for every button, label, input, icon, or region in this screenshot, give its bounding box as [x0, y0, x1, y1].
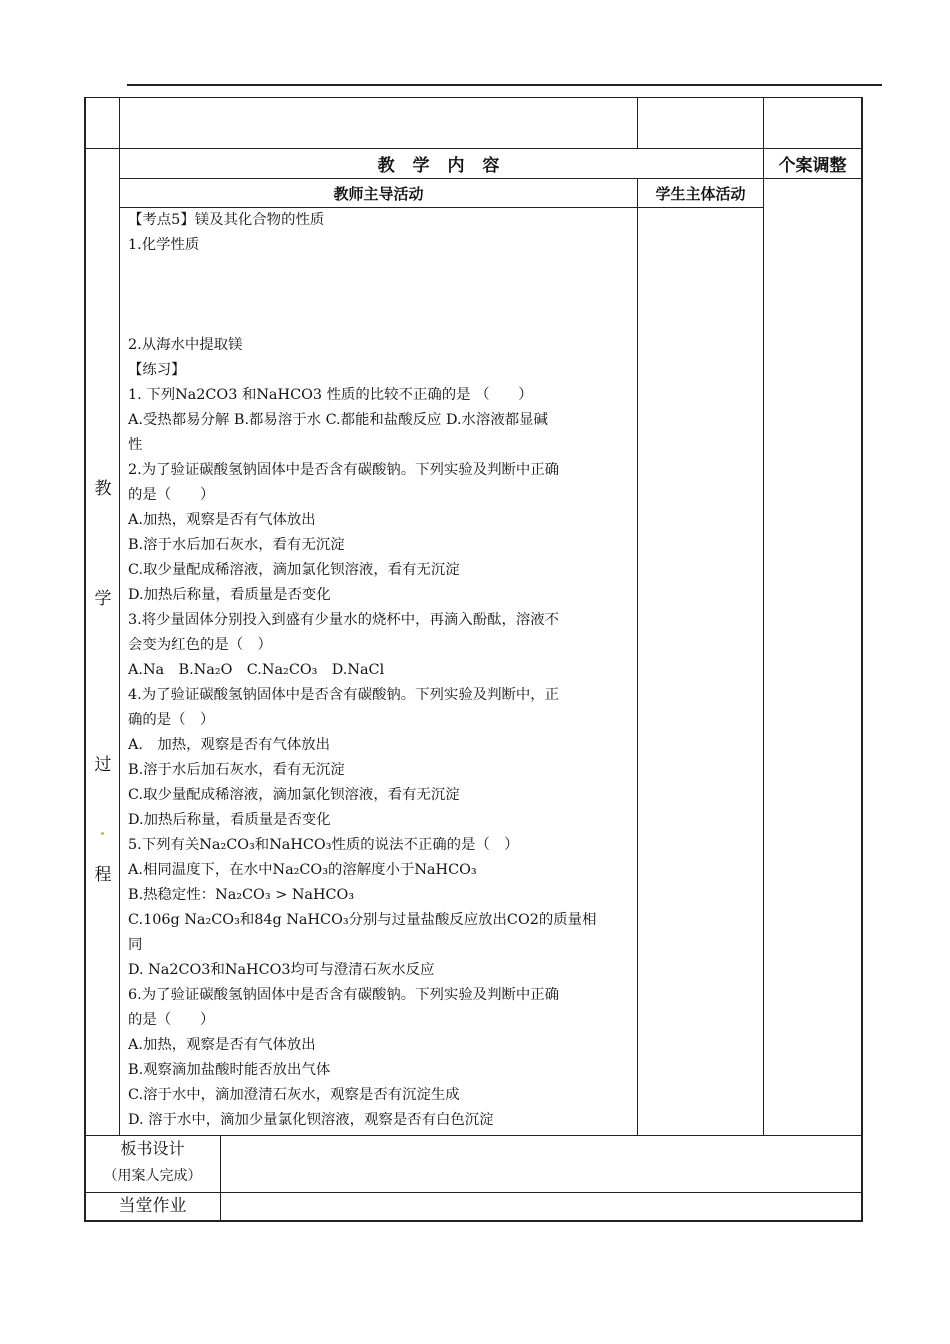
content-line: 【练习】	[128, 362, 186, 378]
content-line: 4.为了验证碳酸氢钠固体中是否含有碳酸钠。下列实验及判断中，正	[128, 687, 560, 703]
content-line: 的是（ ）	[128, 487, 215, 503]
content-line: C.溶于水中，滴加澄清石灰水，观察是否有沉淀生成	[128, 1087, 460, 1103]
content-line: A.Na B.Na₂O C.Na₂CO₃ D.NaCl	[128, 662, 385, 678]
content-line: 性	[128, 437, 143, 453]
process-label-cell	[84, 148, 120, 1136]
content-line: D. 溶于水中，滴加少量氯化钡溶液，观察是否有白色沉淀	[128, 1112, 494, 1128]
content-line: 同	[128, 937, 143, 953]
top-left-cell	[84, 97, 120, 149]
content-line: D.加热后称量，看质量是否变化	[128, 587, 331, 603]
content-line: 6.为了验证碳酸氢钠固体中是否含有碳酸钠。下列实验及判断中正确	[128, 987, 560, 1003]
content-line	[128, 258, 633, 283]
content-line: A.相同温度下，在水中Na₂CO₃的溶解度小于NaHCO₃	[128, 862, 477, 878]
content-line: D.加热后称量，看质量是否变化	[128, 812, 331, 828]
content-line	[128, 283, 633, 308]
homework-label: 当堂作业	[118, 1196, 187, 1216]
decorative-dot	[101, 832, 104, 835]
content-line: 1. 下列Na2CO3 和NaHCO3 性质的比较不正确的是 （ ）	[128, 387, 533, 403]
content-line: B.热稳定性：Na₂CO₃ > NaHCO₃	[128, 887, 355, 903]
side-char-1: 教	[94, 479, 112, 499]
content-line: B.溶于水后加石灰水，看有无沉淀	[128, 762, 345, 778]
side-char-3: 过	[94, 755, 112, 775]
lesson-content	[128, 208, 633, 1133]
content-line: A. 加热，观察是否有气体放出	[128, 737, 331, 753]
content-line: 1.化学性质	[128, 237, 200, 253]
content-line	[128, 308, 633, 333]
content-line: 5.下列有关Na₂CO₃和NaHCO₃性质的说法不正确的是（ ）	[128, 837, 519, 853]
teacher-activity-header: 教师主导活动	[119, 178, 638, 208]
adjust-header: 个案调整	[763, 148, 863, 179]
section-title: 教 学 内 容	[119, 148, 764, 179]
side-char-2: 学	[94, 589, 112, 609]
homework-cell	[220, 1192, 863, 1222]
board-design-label: 板书设计	[120, 1139, 185, 1158]
content-line: 会变为红色的是（ ）	[128, 637, 272, 653]
content-line: C.取少量配成稀溶液，滴加氯化钡溶液，看有无沉淀	[128, 562, 460, 578]
adjust-cell	[763, 178, 863, 1136]
board-design-cell	[220, 1135, 863, 1193]
content-line: C.取少量配成稀溶液，滴加氯化钡溶液，看有无沉淀	[128, 787, 460, 803]
side-char-4: 程	[94, 865, 112, 885]
content-line: 的是（ ）	[128, 1012, 215, 1028]
content-line: C.106g Na₂CO₃和84g NaHCO₃分别与过量盐酸反应放出CO2的质量相	[128, 912, 597, 928]
content-line: B.溶于水后加石灰水，看有无沉淀	[128, 537, 345, 553]
content-line: 3.将少量固体分别投入到盛有少量水的烧杯中，再滴入酚酞，溶液不	[128, 612, 560, 628]
content-line: D. Na2CO3和NaHCO3均可与澄清石灰水反应	[128, 962, 435, 978]
content-line: 2.为了验证碳酸氢钠固体中是否含有碳酸钠。下列实验及判断中正确	[128, 462, 560, 478]
board-design-sublabel: （用案人完成）	[103, 1168, 202, 1184]
content-line: 确的是（ ）	[128, 712, 215, 728]
content-line: A.加热，观察是否有气体放出	[128, 512, 316, 528]
top-rule	[127, 84, 882, 86]
content-line: 2.从海水中提取镁	[128, 337, 243, 353]
student-activity-cell	[637, 207, 764, 1136]
top-adjust-cell	[763, 97, 863, 149]
content-line: A.受热都易分解 B.都易溶于水 C.都能和盐酸反应 D.水溶液都显碱	[128, 412, 548, 428]
top-main-cell	[119, 97, 638, 149]
content-line: A.加热，观察是否有气体放出	[128, 1037, 316, 1053]
top-student-cell	[637, 97, 764, 149]
content-line: B.观察滴加盐酸时能否放出气体	[128, 1062, 331, 1078]
student-activity-header: 学生主体活动	[637, 178, 764, 208]
content-line: 【考点5】镁及其化合物的性质	[128, 212, 325, 228]
